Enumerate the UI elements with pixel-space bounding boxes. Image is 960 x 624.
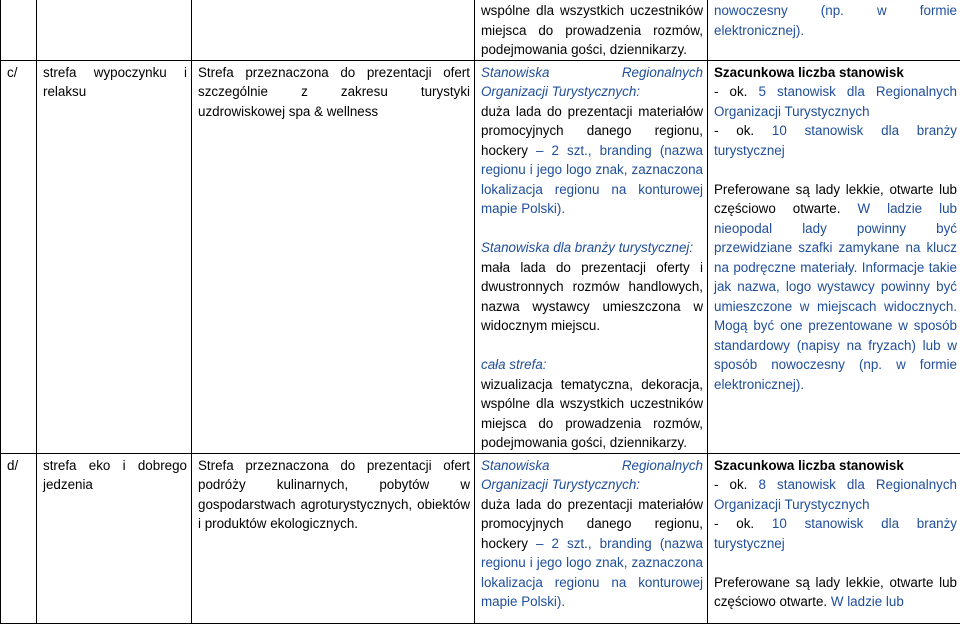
regional-count-line — [714, 82, 957, 121]
count-prefix: - ok. — [714, 477, 759, 492]
description-cell — [192, 453, 475, 623]
notes-cell — [708, 0, 960, 60]
count-prefix: - ok. — [714, 84, 759, 99]
count-suffix: stanowisk dla Regionalnych Organizacji Turystycznych — [714, 477, 957, 512]
zone-name: strefa eko i dobrego jedzenia — [43, 458, 187, 493]
row-id: c/ — [7, 65, 17, 80]
preferences-part: Preferowane są lady lekkie, otwarte lub częściowo otwarte. — [714, 182, 957, 217]
zone-cell — [37, 0, 192, 60]
industry-stands-text: mała lada do prezentacji oferty i dwustronnych rozmów handlowych, nazwa wystawcy umieszczona w widocznym miejscu. — [481, 258, 703, 336]
industry-stands-label: Stanowiska dla branży turystycznej: — [481, 238, 703, 258]
zone-text: wizualizacja tematyczna, dekoracja, wspólne dla wszystkich uczestników miejsca do prowadzenia rozmów, podejmowania gości, dziennikarzy. — [481, 375, 703, 453]
count-suffix: stanowisk dla Regionalnych Organizacji Turystycznych — [714, 84, 957, 119]
count-value: 5 — [759, 84, 766, 99]
row-id-cell — [1, 60, 37, 453]
count-prefix: - ok. — [714, 123, 772, 138]
regional-count-line — [714, 475, 957, 514]
preferences-part: W ladzie lub nieopodal lady powinny być przewidziane szafki zamykane na klucz na podręczne materiały. Informacje takie jak nazwa, logo wystawcy powinny być umieszczone w miejscach widocznych. Mogą być one prezentowane w sposób standardowy (napisy na fryzach) lub w sposób nowoczesny (np. w formie elektronicznej). — [714, 201, 957, 392]
regional-stands-label: Stanowiska Regionalnych Organizacji Turystycznych: — [481, 63, 703, 102]
zone-cell — [37, 60, 192, 453]
zone-name: strefa wypoczynku i relaksu — [43, 65, 187, 100]
table-row — [1, 0, 960, 60]
regional-stands-text-part: , branding (nazwa regionu i jego logo znak, zaznaczona lokalizacja regionu na konturowej mapie Polski). — [481, 143, 703, 217]
regional-stands-text-part: – 2 szt. — [528, 536, 588, 551]
count-value: 10 — [772, 516, 787, 531]
industry-count-line — [714, 514, 957, 553]
regional-stands-text-part: duża lada do prezentacji materiałów promocyjnych danego regionu, hockery — [481, 497, 703, 551]
count-suffix: stanowisk dla branży turystycznej — [714, 516, 957, 551]
preferences-part: W ladzie lub — [827, 594, 904, 609]
description-cell — [192, 0, 475, 60]
regional-stands-text-part: , branding (nazwa regionu i jego logo znak, zaznaczona lokalizacja regionu na konturowej mapie Polski). — [481, 536, 703, 610]
regional-stands-text — [481, 102, 703, 219]
count-value: 8 — [759, 477, 766, 492]
row-id-cell — [1, 453, 37, 623]
stands-cell — [475, 0, 708, 60]
industry-count-line — [714, 121, 957, 160]
count-heading: Szacunkowa liczba stanowisk — [714, 456, 957, 476]
zone-label: cała strefa: — [481, 355, 703, 375]
stands-cell — [475, 453, 708, 623]
zone-cell — [37, 453, 192, 623]
zone-description: Strefa przeznaczona do prezentacji ofert szczególnie z zakresu turystyki uzdrowiskowej spa & wellness — [198, 65, 470, 119]
stands-cell — [475, 60, 708, 453]
notes-cell — [708, 60, 960, 453]
table-row — [1, 60, 960, 453]
notes-cell — [708, 453, 960, 623]
count-prefix: - ok. — [714, 516, 772, 531]
count-suffix: stanowisk dla branży turystycznej — [714, 123, 957, 158]
row-id-cell — [1, 0, 37, 60]
preferences-text — [714, 573, 957, 612]
preferences-text — [714, 180, 957, 395]
regional-stands-text-part: – 2 szt. — [528, 143, 588, 158]
zone-description: Strefa przeznaczona do prezentacji ofert podróży kulinarnych, pobytów w gospodarstwach agroturystycznych, obiektów i produktów ekologicznych. — [198, 458, 470, 532]
regional-stands-label: Stanowiska Regionalnych Organizacji Turystycznych: — [481, 456, 703, 495]
regional-stands-text — [481, 495, 703, 612]
table-row — [1, 453, 960, 623]
notes-text: nowoczesny (np. w formie elektronicznej). — [714, 1, 957, 40]
regional-stands-text-part: duża lada do prezentacji materiałów promocyjnych danego regionu, hockery — [481, 104, 703, 158]
description-cell — [192, 60, 475, 453]
count-value: 10 — [772, 123, 787, 138]
zone-text: wspólne dla wszystkich uczestników miejsca do prowadzenia rozmów, podejmowania gości, dziennikarzy. — [481, 1, 703, 60]
count-heading: Szacunkowa liczba stanowisk — [714, 63, 957, 83]
preferences-part: Preferowane są lady lekkie, otwarte lub częściowo otwarte. — [714, 575, 957, 610]
row-id: d/ — [7, 458, 18, 473]
